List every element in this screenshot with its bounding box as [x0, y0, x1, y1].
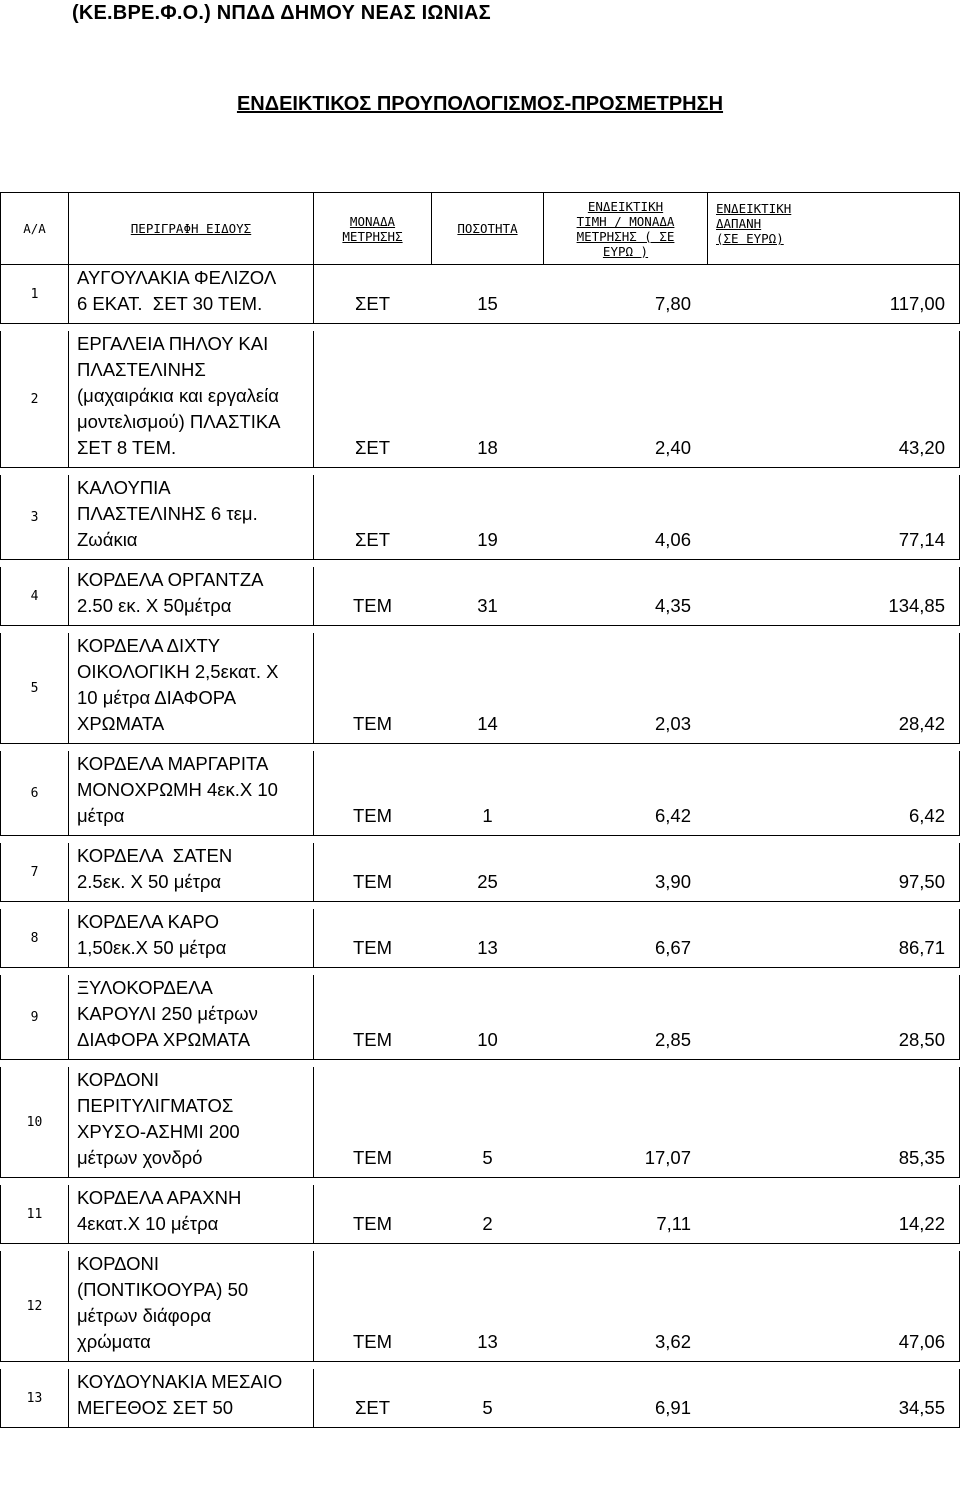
item-total: 86,71	[708, 909, 960, 968]
spacer-cell	[432, 560, 544, 567]
spacer-cell	[1, 902, 69, 909]
item-total: 28,50	[708, 975, 960, 1060]
row-spacer	[1, 1178, 960, 1185]
row-number: 10	[1, 1067, 69, 1178]
spacer-cell	[1, 1060, 69, 1067]
row-number: 4	[1, 567, 69, 626]
description-line: μέτρων χονδρό	[77, 1147, 203, 1168]
spacer-cell	[544, 902, 708, 909]
item-unit-price: 7,11	[544, 1185, 708, 1244]
spacer-cell	[544, 626, 708, 633]
item-description	[69, 975, 314, 1060]
spacer-cell	[69, 1178, 314, 1185]
row-number: 7	[1, 843, 69, 902]
item-unit-price: 7,80	[544, 265, 708, 324]
spacer-cell	[1, 836, 69, 843]
table-header-row	[1, 193, 960, 265]
row-spacer	[1, 836, 960, 843]
column-header-unit-price: ΕΝΔΕΙΚΤΙΚΗ ΤΙΜΗ / ΜΟΝΑΔΑ ΜΕΤΡΗΣΗΣ ( ΣΕ ΕΥΡΩ )	[544, 193, 708, 265]
description-line: Ζωάκια	[77, 529, 138, 550]
item-total: 134,85	[708, 567, 960, 626]
table-row	[1, 1369, 960, 1428]
spacer-cell	[708, 1060, 960, 1067]
spacer-cell	[69, 744, 314, 751]
item-unit: ΤΕΜ	[314, 751, 432, 836]
description-line: (ΠΟΝΤΙΚΟΟΥΡΑ) 50	[77, 1279, 249, 1300]
item-unit: ΣΕΤ	[314, 265, 432, 324]
spacer-cell	[314, 1060, 432, 1067]
description-line: ΠΛΑΣΤΕΛΙΝΗΣ 6 τεμ.	[77, 503, 258, 524]
row-spacer	[1, 468, 960, 475]
description-line: ΚΟΥΔΟΥΝΑΚΙΑ ΜΕΣΑΙΟ	[77, 1371, 283, 1392]
spacer-cell	[432, 1362, 544, 1369]
item-description	[69, 751, 314, 836]
row-number: 2	[1, 331, 69, 468]
item-unit: ΤΕΜ	[314, 843, 432, 902]
item-unit-price: 6,67	[544, 909, 708, 968]
description-line: ΚΟΡΔΕΛΑ ΑΡΑΧΝΗ	[77, 1187, 242, 1208]
table-row	[1, 475, 960, 560]
spacer-cell	[708, 836, 960, 843]
item-unit-price: 2,85	[544, 975, 708, 1060]
spacer-cell	[708, 968, 960, 975]
item-unit: ΤΕΜ	[314, 567, 432, 626]
spacer-cell	[544, 1178, 708, 1185]
item-unit: ΤΕΜ	[314, 633, 432, 744]
row-spacer	[1, 1060, 960, 1067]
item-quantity: 19	[432, 475, 544, 560]
item-description	[69, 265, 314, 324]
spacer-cell	[314, 1178, 432, 1185]
spacer-cell	[314, 324, 432, 331]
spacer-cell	[1, 626, 69, 633]
table-row	[1, 751, 960, 836]
description-line: (μαχαιράκια και εργαλεία	[77, 385, 279, 406]
item-unit-price: 2,40	[544, 331, 708, 468]
item-quantity: 18	[432, 331, 544, 468]
item-unit-price: 4,06	[544, 475, 708, 560]
description-line: χρώματα	[77, 1331, 151, 1352]
item-unit: ΤΕΜ	[314, 1067, 432, 1178]
spacer-cell	[544, 968, 708, 975]
spacer-cell	[314, 902, 432, 909]
spacer-cell	[708, 902, 960, 909]
description-line: ΚΟΡΔΕΛΑ ΔΙΧΤΥ	[77, 635, 221, 656]
row-number: 8	[1, 909, 69, 968]
spacer-cell	[708, 1178, 960, 1185]
description-line: ΚΟΡΔΕΛΑ ΜΑΡΓΑΡΙΤΑ	[77, 753, 269, 774]
description-line: ΜΕΓΕΘΟΣ ΣΕΤ 50	[77, 1397, 234, 1418]
column-header-aa: Α/Α	[1, 193, 69, 265]
item-description	[69, 1185, 314, 1244]
row-spacer	[1, 744, 960, 751]
spacer-cell	[432, 744, 544, 751]
description-line: ΚΑΡΟΥΛΙ 250 μέτρων	[77, 1003, 258, 1024]
description-line: ΟΙΚΟΛΟΓΙΚΗ 2,5εκατ. Χ	[77, 661, 279, 682]
description-line: 6 ΕΚΑΤ. ΣΕΤ 30 ΤΕΜ.	[77, 293, 263, 314]
item-description	[69, 1251, 314, 1362]
item-description	[69, 567, 314, 626]
description-line: ΧΡΩΜΑΤΑ	[77, 713, 165, 734]
description-line: ΣΕΤ 8 ΤΕΜ.	[77, 437, 177, 458]
spacer-cell	[314, 468, 432, 475]
spacer-cell	[708, 560, 960, 567]
item-quantity: 2	[432, 1185, 544, 1244]
spacer-cell	[432, 1178, 544, 1185]
column-header-description: ΠΕΡΙΓΡΑΦΗ ΕΙΔΟΥΣ	[69, 193, 314, 265]
item-quantity: 25	[432, 843, 544, 902]
spacer-cell	[432, 1244, 544, 1251]
spacer-cell	[69, 836, 314, 843]
description-line: 2.5εκ. Χ 50 μέτρα	[77, 871, 222, 892]
spacer-cell	[69, 468, 314, 475]
spacer-cell	[69, 626, 314, 633]
row-number: 11	[1, 1185, 69, 1244]
spacer-cell	[314, 626, 432, 633]
description-line: ΚΟΡΔΟΝΙ	[77, 1253, 159, 1274]
item-quantity: 31	[432, 567, 544, 626]
spacer-cell	[69, 968, 314, 975]
organization-title: (ΚΕ.ΒΡΕ.Φ.Ο.) ΝΠΔΔ ΔΗΜΟΥ ΝΕΑΣ ΙΩΝΙΑΣ	[72, 2, 491, 24]
item-description	[69, 843, 314, 902]
spacer-cell	[314, 836, 432, 843]
item-quantity: 13	[432, 1251, 544, 1362]
spacer-cell	[1, 560, 69, 567]
spacer-cell	[314, 744, 432, 751]
spacer-cell	[69, 902, 314, 909]
table-row	[1, 909, 960, 968]
table-row	[1, 331, 960, 468]
row-spacer	[1, 324, 960, 331]
spacer-cell	[544, 1362, 708, 1369]
item-unit: ΤΕΜ	[314, 1251, 432, 1362]
spacer-cell	[544, 324, 708, 331]
row-number: 9	[1, 975, 69, 1060]
description-line: ΜΟΝΟΧΡΩΜΗ 4εκ.Χ 10	[77, 779, 278, 800]
spacer-cell	[544, 468, 708, 475]
row-number: 13	[1, 1369, 69, 1428]
spacer-cell	[544, 744, 708, 751]
row-number: 5	[1, 633, 69, 744]
spacer-cell	[69, 1362, 314, 1369]
spacer-cell	[1, 968, 69, 975]
spacer-cell	[544, 1060, 708, 1067]
column-header-unit: ΜΟΝΑΔΑ ΜΕΤΡΗΣΗΣ	[314, 193, 432, 265]
item-total: 43,20	[708, 331, 960, 468]
description-line: ΚΟΡΔΟΝΙ	[77, 1069, 159, 1090]
item-unit: ΤΕΜ	[314, 1185, 432, 1244]
item-unit: ΤΕΜ	[314, 909, 432, 968]
row-number: 1	[1, 265, 69, 324]
item-quantity: 5	[432, 1067, 544, 1178]
spacer-cell	[1, 1362, 69, 1369]
item-quantity: 5	[432, 1369, 544, 1428]
item-total: 34,55	[708, 1369, 960, 1428]
item-quantity: 15	[432, 265, 544, 324]
spacer-cell	[69, 1244, 314, 1251]
item-description	[69, 633, 314, 744]
description-line: μοντελισμού) ΠΛΑΣΤΙΚΑ	[77, 411, 281, 432]
item-unit-price: 17,07	[544, 1067, 708, 1178]
spacer-cell	[1, 324, 69, 331]
spacer-cell	[314, 1244, 432, 1251]
spacer-cell	[314, 560, 432, 567]
item-quantity: 10	[432, 975, 544, 1060]
spacer-cell	[1, 468, 69, 475]
item-description	[69, 909, 314, 968]
spacer-cell	[708, 744, 960, 751]
spacer-cell	[544, 560, 708, 567]
spacer-cell	[708, 1362, 960, 1369]
item-quantity: 13	[432, 909, 544, 968]
row-spacer	[1, 968, 960, 975]
item-quantity: 1	[432, 751, 544, 836]
row-spacer	[1, 626, 960, 633]
description-line: ΑΥΓΟΥΛΑΚΙΑ ΦΕΛΙΖΟΛ	[77, 267, 277, 288]
item-total: 28,42	[708, 633, 960, 744]
item-unit-price: 6,42	[544, 751, 708, 836]
row-number: 12	[1, 1251, 69, 1362]
item-unit-price: 6,91	[544, 1369, 708, 1428]
description-line: ΞΥΛΟΚΟΡΔΕΛΑ	[77, 977, 213, 998]
spacer-cell	[708, 324, 960, 331]
column-header-quantity: ΠΟΣΟΤΗΤΑ	[432, 193, 544, 265]
table-row	[1, 843, 960, 902]
item-total: 14,22	[708, 1185, 960, 1244]
description-line: ΠΛΑΣΤΕΛΙΝΗΣ	[77, 359, 206, 380]
spacer-cell	[432, 902, 544, 909]
description-line: 10 μέτρα ΔΙΑΦΟΡΑ	[77, 687, 237, 708]
item-total: 97,50	[708, 843, 960, 902]
description-line: ΚΟΡΔΕΛΑ ΚΑΡΟ	[77, 911, 220, 932]
table-body	[1, 265, 960, 1428]
description-line: ΕΡΓΑΛΕΙΑ ΠΗΛΟΥ ΚΑΙ	[77, 333, 269, 354]
spacer-cell	[69, 1060, 314, 1067]
item-total: 77,14	[708, 475, 960, 560]
spacer-cell	[544, 836, 708, 843]
item-unit-price: 3,90	[544, 843, 708, 902]
table-row	[1, 1067, 960, 1178]
row-spacer	[1, 902, 960, 909]
description-line: ΔΙΑΦΟΡΑ ΧΡΩΜΑΤΑ	[77, 1029, 251, 1050]
row-number: 6	[1, 751, 69, 836]
budget-table	[0, 192, 960, 1428]
spacer-cell	[314, 968, 432, 975]
item-total: 47,06	[708, 1251, 960, 1362]
spacer-cell	[1, 1178, 69, 1185]
description-line: 4εκατ.Χ 10 μέτρα	[77, 1213, 219, 1234]
description-line: 1,50εκ.Χ 50 μέτρα	[77, 937, 227, 958]
description-line: ΚΟΡΔΕΛΑ ΣΑΤΕΝ	[77, 845, 233, 866]
document-title: ΕΝΔΕΙΚΤΙΚΟΣ ΠΡΟΥΠΟΛΟΓΙΣΜΟΣ-ΠΡΟΣΜΕΤΡΗΣΗ	[236, 93, 724, 115]
spacer-cell	[432, 468, 544, 475]
item-description	[69, 1369, 314, 1428]
item-unit: ΣΕΤ	[314, 1369, 432, 1428]
table-row	[1, 1251, 960, 1362]
item-unit: ΣΕΤ	[314, 331, 432, 468]
spacer-cell	[432, 324, 544, 331]
description-line: ΚΑΛΟΥΠΙΑ	[77, 477, 171, 498]
item-total: 117,00	[708, 265, 960, 324]
description-line: ΠΕΡΙΤΥΛΙΓΜΑΤΟΣ	[77, 1095, 234, 1116]
spacer-cell	[544, 1244, 708, 1251]
column-header-total: ΕΝΔΕΙΚΤΙΚΗ ΔΑΠΑΝΗ (ΣΕ ΕΥΡΩ)	[708, 193, 960, 265]
spacer-cell	[69, 324, 314, 331]
row-spacer	[1, 1244, 960, 1251]
item-unit-price: 4,35	[544, 567, 708, 626]
spacer-cell	[1, 1244, 69, 1251]
spacer-cell	[1, 744, 69, 751]
table-row	[1, 1185, 960, 1244]
spacer-cell	[432, 626, 544, 633]
spacer-cell	[432, 836, 544, 843]
description-line: μέτρων διάφορα	[77, 1305, 212, 1326]
spacer-cell	[708, 468, 960, 475]
row-number: 3	[1, 475, 69, 560]
item-total: 85,35	[708, 1067, 960, 1178]
description-line: ΚΟΡΔΕΛΑ ΟΡΓΑΝΤΖΑ	[77, 569, 264, 590]
row-spacer	[1, 560, 960, 567]
item-total: 6,42	[708, 751, 960, 836]
item-quantity: 14	[432, 633, 544, 744]
description-line: 2.50 εκ. Χ 50μέτρα	[77, 595, 232, 616]
spacer-cell	[432, 968, 544, 975]
item-unit: ΤΕΜ	[314, 975, 432, 1060]
table-row	[1, 567, 960, 626]
spacer-cell	[708, 626, 960, 633]
table-row	[1, 265, 960, 324]
row-spacer	[1, 1362, 960, 1369]
item-unit: ΣΕΤ	[314, 475, 432, 560]
item-description	[69, 475, 314, 560]
item-description	[69, 331, 314, 468]
item-unit-price: 2,03	[544, 633, 708, 744]
item-unit-price: 3,62	[544, 1251, 708, 1362]
table-row	[1, 633, 960, 744]
item-description	[69, 1067, 314, 1178]
description-line: ΧΡΥΣΟ-ΑΣΗΜΙ 200	[77, 1121, 240, 1142]
spacer-cell	[708, 1244, 960, 1251]
description-line: μέτρα	[77, 805, 125, 826]
spacer-cell	[432, 1060, 544, 1067]
spacer-cell	[69, 560, 314, 567]
spacer-cell	[314, 1362, 432, 1369]
table-row	[1, 975, 960, 1060]
